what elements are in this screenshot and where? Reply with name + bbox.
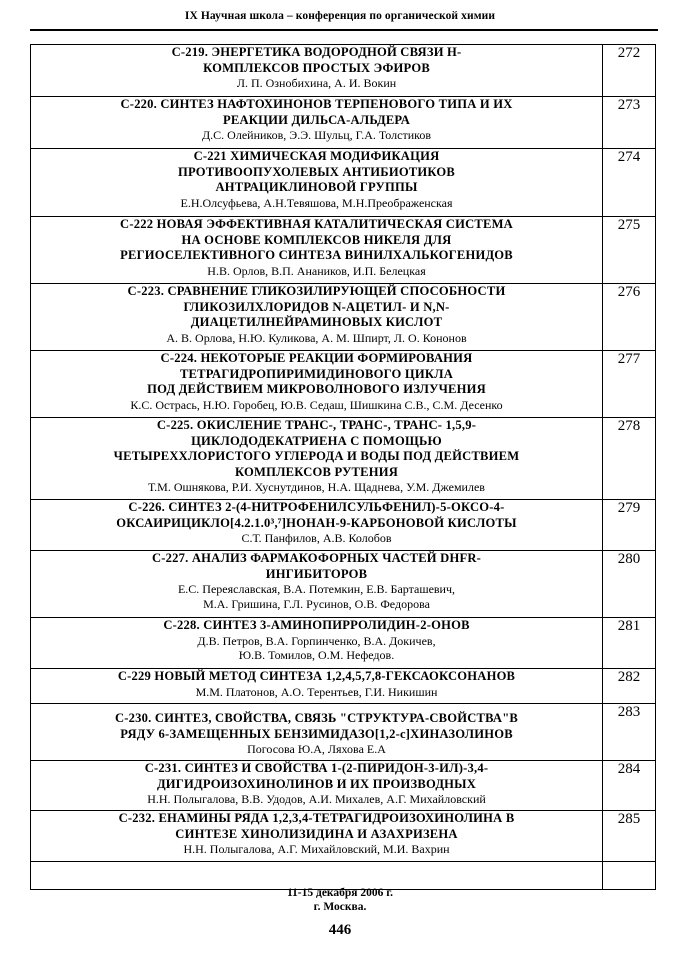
toc-entry <box>31 704 603 761</box>
toc-row <box>31 418 656 500</box>
entry-code: С-228. <box>163 618 200 632</box>
entry-code: С-223. <box>127 284 165 298</box>
entry-authors: Д.В. Петров, В.А. Горпинченко, В.А. Докичев, Ю.В. Томилов, О.М. Нефедов. <box>197 633 436 663</box>
toc-entry <box>31 149 603 217</box>
entry-authors: С.Т. Панфилов, А.В. Колобов <box>241 531 392 546</box>
entry-code: С-221 <box>193 149 227 163</box>
entry-authors: Н.В. Орлов, В.П. Анаников, И.П. Белецкая <box>207 263 426 278</box>
entry-authors: Н.Н. Полыгалова, В.В. Удодов, А.И. Михалев, А.Г. Михайловский <box>147 792 486 807</box>
entry-page: 275 <box>603 217 656 284</box>
entry-page: 284 <box>603 761 656 811</box>
toc-row <box>31 217 656 284</box>
entry-page: 282 <box>603 669 656 704</box>
entry-authors: Е.С. Переяславская, В.А. Потемкин, Е.В. Барташевич, М.А. Гришина, Г.Л. Русинов, О.В. Федорова <box>177 582 456 611</box>
entry-title: СИНТЕЗ И СВОЙСТВА 1-(2-ПИРИДОН-3-ИЛ)-3,4- ДИГИДРОИЗОХИНОЛИНОВ И ИХ ПРОИЗВОДНЫХ <box>156 761 489 791</box>
toc-row <box>31 351 656 418</box>
entry-title: ОКИСЛЕНИЕ ТРАНС-, ТРАНС-, ТРАНС- 1,5,9- ЦИКЛОДОДЕКАТРИЕНА С ПОМОЩЬЮ ЧЕТЫРЕХХЛОРИСТОГО УГЛЕРОДА И ВОДЫ ПОД ДЕЙСТВИЕМ КОМПЛЕКСОВ РУТЕНИЯ <box>113 418 520 479</box>
toc-row <box>31 500 656 551</box>
entry-title: НОВЫЙ МЕТОД СИНТЕЗА 1,2,4,5,7,8-ГЕКСАОКСОНАНОВ <box>154 669 516 683</box>
entry-title: ЕНАМИНЫ РЯДА 1,2,3,4-ТЕТРАГИДРОИЗОХИНОЛИНА В СИНТЕЗЕ ХИНОЛИЗИДИНА И АЗАХРИЗЕНА <box>158 811 515 841</box>
entry-code: С-232. <box>118 811 156 825</box>
toc-row <box>31 97 656 149</box>
entry-authors: Т.М. Ошнякова, Р.И. Хуснутдинов, Н.А. Щаднева, У.М. Джемилев <box>148 480 485 495</box>
entry-code: С-220. <box>120 97 158 111</box>
entry-page: 277 <box>603 351 656 418</box>
entry-page: 272 <box>603 45 656 97</box>
entry-title: СРАВНЕНИЕ ГЛИКОЗИЛИРУЮЩЕЙ СПОСОБНОСТИ ГЛИКОЗИЛХЛОРИДОВ N-АЦЕТИЛ- И N,N- ДИАЦЕТИЛНЕЙРАМИНОВЫХ КИСЛОТ <box>167 284 506 330</box>
entry-code: С-230. <box>114 711 152 725</box>
entry-code: С-225. <box>156 418 194 432</box>
entry-code: С-231. <box>144 761 182 775</box>
footer <box>0 886 680 914</box>
entry-authors: М.М. Платонов, А.О. Терентьев, Г.И. Никишин <box>195 684 438 699</box>
entry-page: 280 <box>603 551 656 618</box>
entry-page: 278 <box>603 418 656 500</box>
toc-entry <box>31 669 603 704</box>
page-number: 446 <box>328 922 352 938</box>
toc-entry <box>31 351 603 418</box>
toc-entry <box>31 284 603 351</box>
toc-row <box>31 284 656 351</box>
entry-page: 285 <box>603 811 656 862</box>
toc-entry <box>31 97 603 149</box>
running-header: IX Научная школа – конференция по органической химии <box>184 10 496 22</box>
entry-title: СИНТЕЗ 2-(4-НИТРОФЕНИЛСУЛЬФЕНИЛ)-5-ОКСО-4- ОКСАИРИЦИКЛО[4.2.1.0³,⁷]НОНАН-9-КАРБОНОВОЙ КИСЛОТЫ <box>116 500 517 530</box>
entry-authors: Н.Н. Полыгалова, А.Г. Михайловский, М.И. Вахрин <box>183 842 450 857</box>
toc-entry <box>31 811 603 862</box>
toc-row <box>31 149 656 217</box>
toc-row <box>31 704 656 761</box>
header-rule <box>30 29 658 31</box>
footer-dates: 11-15 декабря 2006 г. <box>286 887 394 899</box>
entry-code: С-227. <box>151 551 189 565</box>
entry-title: НОВАЯ ЭФФЕКТИВНАЯ КАТАЛИТИЧЕСКАЯ СИСТЕМА НА ОСНОВЕ КОМПЛЕКСОВ НИКЕЛЯ ДЛЯ РЕГИОСЕЛЕКТИВНОГО СИНТЕЗА ВИНИЛХАЛЬКОГЕНИДОВ <box>120 217 513 263</box>
contents-table <box>30 44 656 890</box>
entry-title: СИНТЕЗ 3-АМИНОПИРРОЛИДИН-2-ОНОВ <box>203 618 470 632</box>
entry-authors: Д.С. Олейников, Э.Э. Шульц, Г.А. Толстиков <box>201 128 431 143</box>
entry-authors: А. В. Орлова, Н.Ю. Куликова, А. М. Шпирт, Л. О. Кононов <box>166 330 467 345</box>
toc-entry <box>31 761 603 811</box>
toc-entry <box>31 217 603 284</box>
toc-row <box>31 618 656 669</box>
toc-entry <box>31 551 603 618</box>
toc-row <box>31 551 656 618</box>
entry-authors: Е.Н.Олсуфьева, А.Н.Тевяшова, М.Н.Преображенская <box>180 195 453 210</box>
entry-title: СИНТЕЗ НАФТОХИНОНОВ ТЕРПЕНОВОГО ТИПА И ИХ РЕАКЦИИ ДИЛЬСА-АЛЬДЕРА <box>160 97 513 127</box>
toc-row <box>31 45 656 97</box>
entry-code: C-219. <box>171 45 209 59</box>
entry-authors: Л. П. Ознобихина, А. И. Вокин <box>236 76 397 91</box>
entry-page: 281 <box>603 618 656 669</box>
entry-title: СИНТЕЗ, СВОЙСТВА, СВЯЗЬ "СТРУКТУРА-СВОЙСТВА"В РЯДУ 6-ЗАМЕЩЕННЫХ БЕНЗИМИДАЗО[1,2-c]ХИНАЗОЛИНОВ <box>120 711 519 741</box>
footer-city: г. Москва. <box>313 901 367 913</box>
entry-authors: Погосова Ю.А, Ляхова Е.А <box>247 742 386 757</box>
entry-code: С-222 <box>120 217 154 231</box>
entry-title: АНАЛИЗ ФАРМАКОФОРНЫХ ЧАСТЕЙ DHFR- ИНГИБИТОРОВ <box>191 551 482 581</box>
toc-entry <box>31 418 603 500</box>
toc-entry <box>31 500 603 551</box>
entry-title: ЭНЕРГЕТИКА ВОДОРОДНОЙ СВЯЗИ Н- КОМПЛЕКСОВ ПРОСТЫХ ЭФИРОВ <box>203 45 462 75</box>
entry-page: 274 <box>603 149 656 217</box>
toc-row <box>31 761 656 811</box>
entry-code: С-224. <box>160 351 198 365</box>
entry-page: 279 <box>603 500 656 551</box>
entry-page: 273 <box>603 97 656 149</box>
entry-title: ХИМИЧЕСКАЯ МОДИФИКАЦИЯ ПРОТИВООПУХОЛЕВЫХ АНТИБИОТИКОВ АНТРАЦИКЛИНОВОЙ ГРУППЫ <box>177 149 456 195</box>
entry-code: С-229 <box>117 669 151 683</box>
entry-title: НЕКОТОРЫЕ РЕАКЦИИ ФОРМИРОВАНИЯ ТЕТРАГИДРОПИРИМИДИНОВОГО ЦИКЛА ПОД ДЕЙСТВИЕМ МИКРОВОЛНОВОГО ИЗЛУЧЕНИЯ <box>147 351 486 397</box>
toc-entry <box>31 45 603 97</box>
toc-row <box>31 669 656 704</box>
entry-authors: К.С. Острась, Н.Ю. Горобец, Ю.В. Седаш, Шишкина С.В., С.М. Десенко <box>130 397 503 412</box>
entry-page: 283 <box>603 704 656 761</box>
toc-row <box>31 811 656 862</box>
entry-page: 276 <box>603 284 656 351</box>
toc-entry <box>31 618 603 669</box>
entry-code: С-226. <box>128 500 165 514</box>
